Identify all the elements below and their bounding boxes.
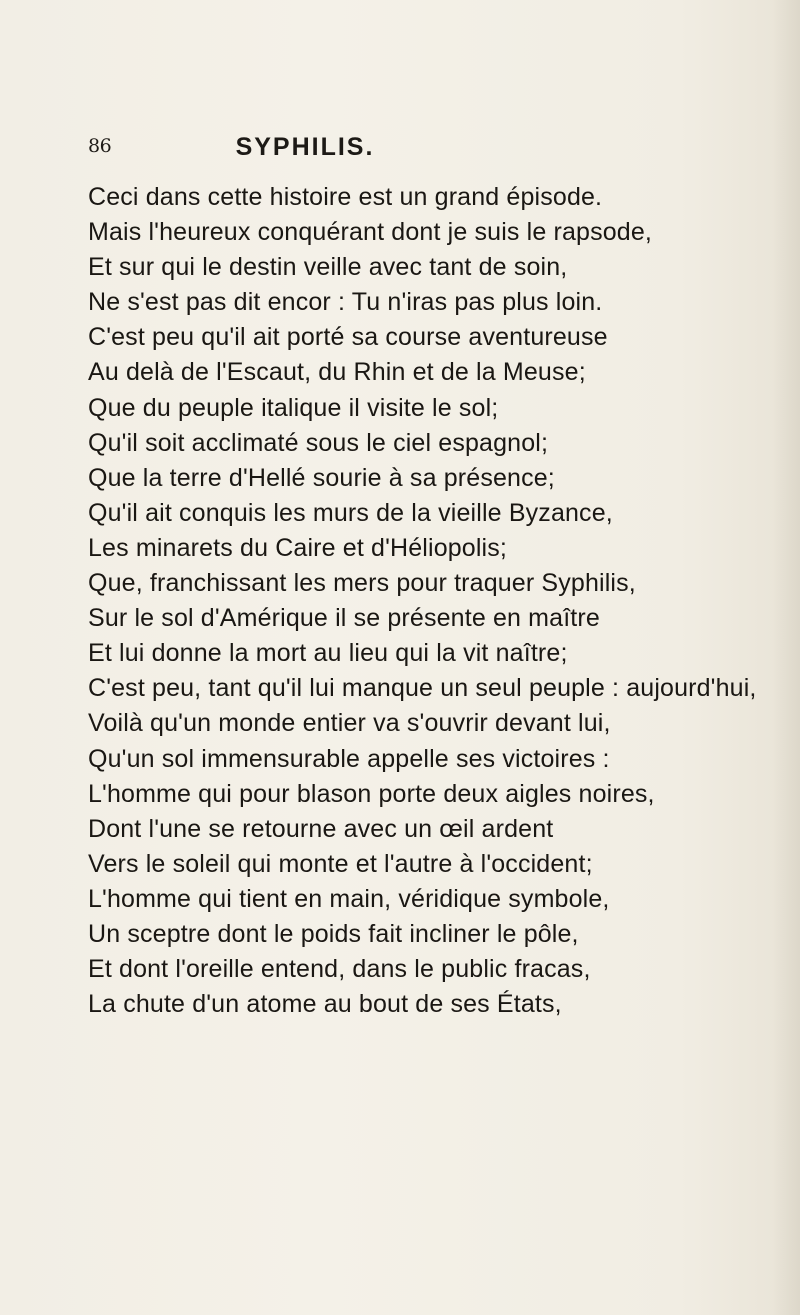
verse-line: La chute d'un atome au bout de ses États,: [88, 990, 562, 1019]
running-title: SYPHILIS.: [235, 133, 375, 161]
verse-line: Vers le soleil qui monte et l'autre à l'occident;: [88, 849, 593, 878]
verse-line: Et lui donne la mort au lieu qui la vit naître;: [88, 639, 568, 668]
verse-line: Qu'un sol immensurable appelle ses victoires :: [88, 744, 610, 773]
verse-line: Et dont l'oreille entend, dans le public fracas,: [88, 955, 591, 984]
verse-line: Que du peuple italique il visite le sol;: [88, 393, 499, 422]
verse-line: C'est peu, tant qu'il lui manque un seul peuple : aujourd'hui,: [88, 674, 757, 703]
verse-line: L'homme qui tient en main, véridique symbole,: [88, 884, 610, 913]
page-number: 86: [88, 135, 112, 157]
verse-line: Que, franchissant les mers pour traquer Syphilis,: [88, 569, 636, 598]
verse-line: Voilà qu'un monde entier va s'ouvrir devant lui,: [88, 709, 611, 738]
verse-line: Que la terre d'Hellé sourie à sa présence;: [88, 463, 555, 492]
page-header: [88, 135, 608, 175]
page-edge-shadow: [772, 0, 800, 1315]
verse-line: Qu'il soit acclimaté sous le ciel espagnol;: [88, 428, 549, 457]
verse-line: Les minarets du Caire et d'Héliopolis;: [88, 533, 508, 562]
verse-line: L'homme qui pour blason porte deux aigles noires,: [88, 779, 655, 808]
verse-line: Qu'il ait conquis les murs de la vieille Byzance,: [88, 498, 613, 527]
verse-line: Dont l'une se retourne avec un œil ardent: [88, 814, 554, 843]
verse-line: Ne s'est pas dit encor : Tu n'iras pas plus loin.: [88, 288, 603, 317]
verse-line: Mais l'heureux conquérant dont je suis le rapsode,: [88, 218, 652, 247]
verse-line: C'est peu qu'il ait porté sa course aventureuse: [88, 323, 608, 352]
verse-line: Ceci dans cette histoire est un grand épisode.: [88, 183, 603, 211]
verse-line: Sur le sol d'Amérique il se présente en maître: [88, 604, 600, 633]
verse-line: Un sceptre dont le poids fait incliner le pôle,: [88, 919, 579, 948]
poem-text: [88, 180, 757, 1022]
verse-line: Au delà de l'Escaut, du Rhin et de la Meuse;: [88, 358, 586, 387]
verse-line: Et sur qui le destin veille avec tant de soin,: [88, 253, 568, 282]
